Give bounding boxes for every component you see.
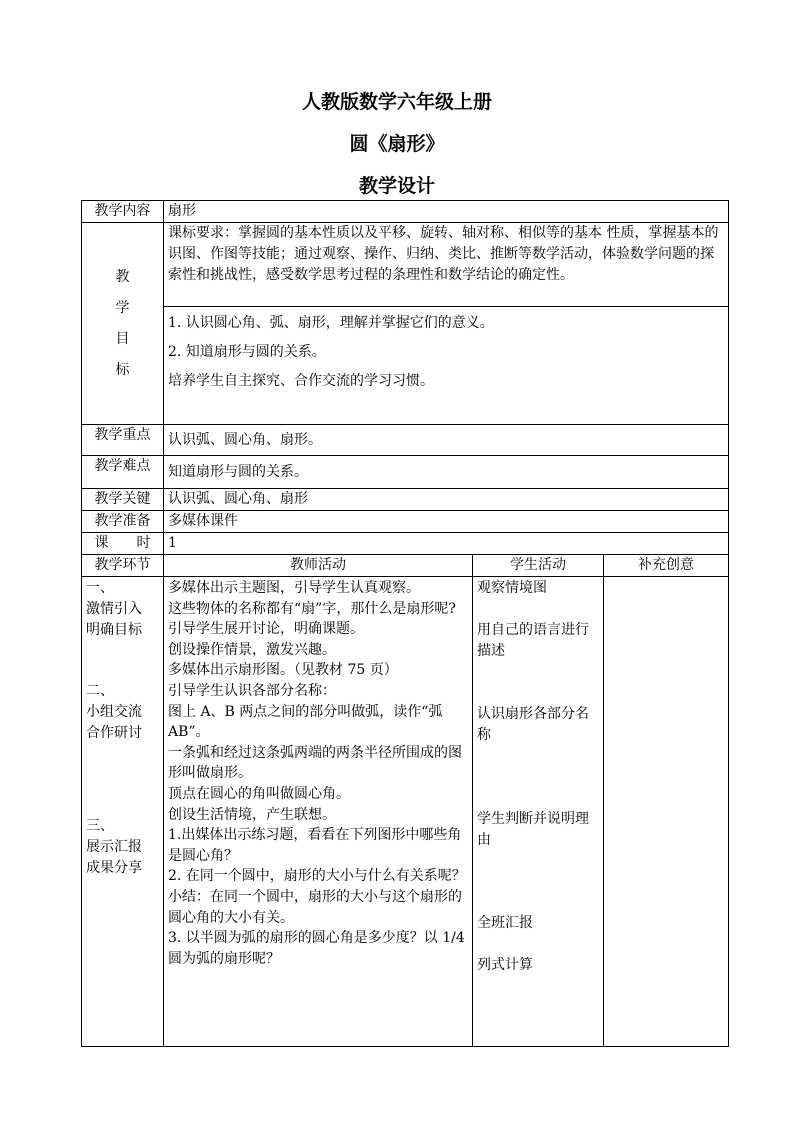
key-point-label: 教学重点 bbox=[82, 425, 164, 456]
teacher-line: 一条弧和经过这条弧两端的两条半径所围成的图形叫做扇形。 bbox=[168, 744, 462, 782]
teacher-line: 多媒体出示扇形图。（见教材 75 页） bbox=[168, 662, 398, 679]
row-goals-items bbox=[82, 307, 729, 425]
difficulty-value: 知道扇形与圆的关系。 bbox=[164, 456, 729, 489]
teacher-line: 引导学生认识各部分名称： bbox=[168, 682, 336, 699]
key-point-value: 认识弧、圆心角、扇形。 bbox=[164, 425, 729, 456]
row-preparation bbox=[82, 511, 729, 533]
student-line: 认识扇形各部分名称 bbox=[477, 706, 589, 743]
row-goals-requirement bbox=[82, 223, 729, 307]
teacher-line: 小结：在同一个圆中，扇形的大小与这个扇形的圆心角的大小有关。 bbox=[168, 888, 462, 926]
key-link-value: 认识弧、圆心角、扇形 bbox=[164, 489, 729, 511]
teacher-line: 2. 在同一个圆中，扇形的大小与什么有关系呢？ bbox=[168, 868, 466, 885]
teacher-line: 多媒体出示主题图，引导学生认真观察。 bbox=[168, 580, 420, 596]
stage-name: 小组交流 bbox=[86, 704, 142, 720]
teacher-line: 3. 以半圆为弧的扇形的圆心角是多少度？以 1/4 圆为弧的扇形呢？ bbox=[168, 930, 465, 967]
stage-name: 明确目标 bbox=[86, 622, 142, 638]
student-line: 学生判断并说明理由 bbox=[477, 811, 589, 848]
row-activities bbox=[82, 577, 729, 1047]
goal-item: 2. 知道扇形与圆的关系。 bbox=[168, 344, 326, 360]
teacher-line: 创设生活情境，产生联想。 bbox=[168, 806, 336, 823]
content-label: 教学内容 bbox=[82, 201, 164, 223]
lesson-plan-table bbox=[81, 200, 729, 1047]
teacher-line: 创设操作情景，激发兴趣。 bbox=[168, 641, 336, 658]
row-key-point bbox=[82, 425, 729, 456]
stage-name: 激情引入 bbox=[86, 601, 142, 617]
student-line: 全班汇报 bbox=[477, 915, 533, 931]
goals-label-char: 学 bbox=[115, 299, 130, 316]
goal-item: 1. 认识圆心角、弧、扇形，理解并掌握它们的意义。 bbox=[168, 315, 494, 331]
teacher-line: 1.出媒体出示练习题，看看在下列图形中哪些角是圆心角？ bbox=[168, 827, 462, 864]
stage-name: 展示汇报 bbox=[86, 839, 142, 855]
preparation-value: 多媒体课件 bbox=[164, 511, 729, 533]
teacher-line: 顶点在圆心的角叫做圆心角。 bbox=[168, 785, 350, 802]
extra-ideas-column bbox=[604, 577, 729, 1047]
goals-requirement: 课标要求：掌握圆的基本性质以及平移、旋转、轴对称、相似等的基本 性质，掌握基本的识图、作图等技能；通过观察、操作、归纳、类比、推断等数学活动，体验数学问题的探索性和挑战性，感受数学思考过程的条理性和数学结论的确定性。 bbox=[164, 223, 729, 307]
student-line: 用自己的语言进行描述 bbox=[477, 622, 589, 659]
student-line: 列式计算 bbox=[477, 957, 533, 973]
teacher-line: 引导学生展开讨论，明确课题。 bbox=[168, 621, 364, 638]
class-hours-label: 课 时 bbox=[82, 533, 164, 555]
column-header-extra: 补充创意 bbox=[604, 555, 729, 577]
teacher-line: 这些物体的名称都有“扇”字，那什么是扇形呢? bbox=[168, 600, 456, 617]
row-key-link bbox=[82, 489, 729, 511]
column-header-student: 学生活动 bbox=[473, 555, 604, 577]
goals-items bbox=[164, 307, 729, 425]
class-hours-value: 1 bbox=[164, 533, 729, 555]
column-header-teacher: 教师活动 bbox=[164, 555, 473, 577]
stage-name: 成果分享 bbox=[86, 860, 142, 876]
design-title: 教学设计 bbox=[358, 175, 435, 197]
goal-item: 培养学生自主探究、合作交流的学习习惯。 bbox=[168, 373, 434, 389]
document-title: 人教版数学六年级上册 bbox=[301, 91, 492, 113]
preparation-label: 教学准备 bbox=[82, 511, 164, 533]
student-line: 观察情境图 bbox=[477, 580, 547, 596]
row-class-hours bbox=[82, 533, 729, 555]
goals-label-char: 教 bbox=[115, 268, 130, 285]
stage-number: 二、 bbox=[86, 683, 114, 699]
stage-number: 三、 bbox=[86, 818, 114, 834]
key-link-label: 教学关键 bbox=[82, 489, 164, 511]
row-difficulty bbox=[82, 456, 729, 489]
stage-name: 合作研讨 bbox=[86, 725, 142, 741]
row-content bbox=[82, 201, 729, 223]
student-activity-column bbox=[473, 577, 604, 1047]
stage-number: 一、 bbox=[86, 580, 114, 596]
goals-label-char: 标 bbox=[115, 361, 130, 378]
teacher-line: 图上 A、B 两点之间的部分叫做弧，读作“弧 AB”。 bbox=[168, 703, 443, 741]
row-column-headers bbox=[82, 555, 729, 577]
content-value: 扇形 bbox=[164, 201, 729, 223]
difficulty-label: 教学难点 bbox=[82, 456, 164, 489]
lesson-title: 圆《扇形》 bbox=[349, 133, 445, 155]
stage-column bbox=[82, 577, 164, 1047]
goals-label-char: 目 bbox=[115, 330, 130, 347]
teacher-activity-column bbox=[164, 577, 473, 1047]
column-header-stage: 教学环节 bbox=[82, 555, 164, 577]
goals-label bbox=[82, 223, 164, 425]
